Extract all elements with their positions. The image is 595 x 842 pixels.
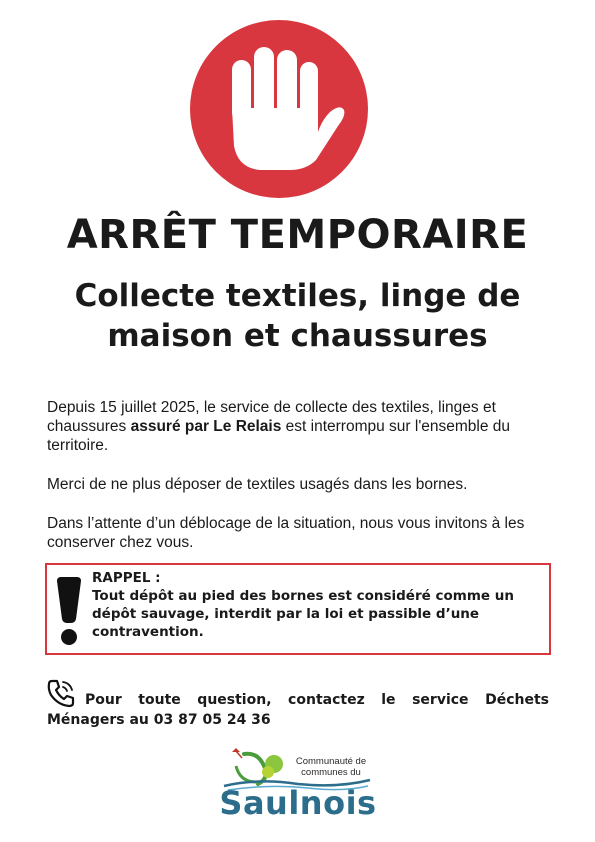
stop-hand-icon xyxy=(190,20,368,198)
logo-small-text: Communauté de communes du xyxy=(295,756,367,778)
paragraph-keep-at-home: Dans l’attente d’un déblocage de la situation, nous vous invitons à les conserver chez vous. xyxy=(47,515,525,551)
logo-brand: Saulnois xyxy=(219,784,377,822)
page-title: ARRÊT TEMPORAIRE xyxy=(66,212,529,258)
contact-text: Pour toute question, contactez le service Déchets Ménagers au 03 87 05 24 36 xyxy=(47,692,549,728)
rappel-box xyxy=(45,563,551,655)
paragraph-do-not-deposit: Merci de ne plus déposer de textiles usagés dans les bornes. xyxy=(47,476,468,493)
paragraph-service-interrupted: Depuis 15 juillet 2025, le service de collecte des textiles, linges et chaussures assuré par Le Relais est interrompu sur l'ensemble du territoire. xyxy=(47,399,511,454)
saulnois-logo xyxy=(218,748,378,828)
exclamation-icon xyxy=(53,575,85,647)
rappel-title: RAPPEL : xyxy=(92,570,161,586)
page-subtitle: Collecte textiles, linge de maison et chaussures xyxy=(74,278,521,354)
rappel-text: Tout dépôt au pied des bornes est considéré comme un dépôt sauvage, interdit par la loi et passible d’une contravention. xyxy=(92,588,514,640)
